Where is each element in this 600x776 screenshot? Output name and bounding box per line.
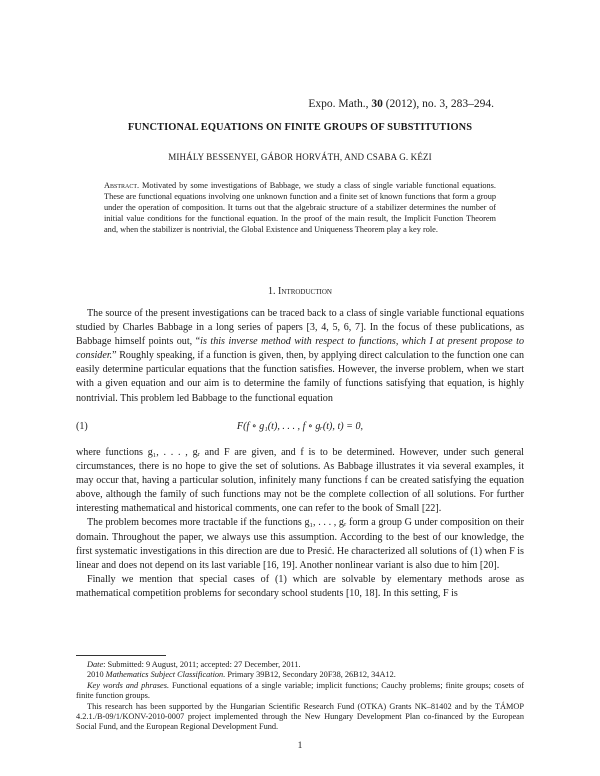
equation-1: [76, 421, 524, 435]
abstract-label: Abstract.: [104, 181, 140, 190]
keywords-text: Functional equations of a single variable; implicit functions; Cauchy problems; finite groups; cosets of finite function groups.: [76, 680, 524, 701]
section-title: Introduction: [278, 286, 332, 297]
date-text: : Submitted: 9 August, 2011; accepted: 27 December, 2011.: [103, 660, 301, 669]
footnotes: [76, 660, 524, 733]
journal-prefix: Expo. Math.,: [308, 98, 372, 110]
footnote-msc: [76, 670, 524, 680]
intro-paragraph-4: Finally we mention that special cases of (1) which are solvable by elementary methods arose as mathematical competition problems for secondary school students [10, 18]. In this setting, F is: [76, 573, 524, 599]
abstract-text: Motivated by some investigations of Babbage, we study a class of single variable functional equations. These are functional equations involving one unknown function and a finite set of known functions that form a group under the operation of composition. It turns out that the algebraic structure of a stabilizer determines the number of initial value conditions for the functional equation. In the proof of the main result, the Implicit Function Theorem and, when the stabilizer is nontrivial, the Global Existence and Uniqueness Theorem play a key role.: [104, 181, 496, 235]
intro-p1-part-b: ” Roughly speaking, if a function is given, then, by applying direct calculation to the function one can easily determine particular equations that the function satisfies. However, the inverse problem, when we start with a given equation and our aim is to determine the family of functions satisfying that equation, is highly nontrivial. This problem led Babbage to the functional equation: [76, 350, 524, 404]
intro-paragraph-2: where functions g₁, . . . , gᵣ and F are given, and f is to be determined. However, under such general circumstances, there is no hope to give the set of solutions. As Babbage illustrates it via several examples, it may occur that, having a particular solution, infinitely many functions f can be created satisfying the equation above, although the family of such functions may not be the complete collection of all solutions. For further interesting mathematical and historical comments, one can refer to the book of Small [22].: [76, 447, 524, 515]
footnote-keywords: [76, 681, 524, 702]
footnote-funding: This research has been supported by the Hungarian Scientific Research Fund (OTKA) Grants NK–81402 and by the TÁMOP 4.2.1./B-09/1/KONV-2010-0007 project implemented through the New Hungary Development Plan co-financed by the European Social Fund, and the European Regional Development Fund.: [76, 701, 524, 732]
journal-volume: 30: [371, 98, 383, 110]
intro-paragraph-1: [76, 307, 524, 406]
msc-label: Mathematics Subject Classification.: [105, 670, 226, 680]
section-number: 1.: [268, 286, 279, 297]
intro-p1-part-a: The source of the present investigations can be traced back to a class of single variable functional equations studied by Charles Babbage in a long series of papers [3, 4, 5, 6, 7]. In the focus of these publications, as Babbage himself points out, “: [76, 308, 524, 348]
equation-number: (1): [76, 421, 88, 432]
msc-prefix: 2010: [87, 670, 106, 680]
journal-reference: [308, 98, 494, 110]
babbage-quote: is this inverse method with respect to functions, which I at present propose to consider.: [76, 336, 524, 362]
journal-suffix: (2012), no. 3, 283–294.: [382, 98, 494, 110]
page-number: 1: [297, 741, 303, 751]
date-label: Date: [87, 660, 104, 669]
intro-paragraph-3: The problem becomes more tractable if the functions g₁, . . . , gᵣ form a group G under composition on their domain. Throughout the paper, we always use this assumption. According to the best of our knowledge, the first systematic investigations in this direction are due to Presić. He characterized all solutions of (1) when F is linear and does not depend on its last variable [16, 19]. Another nonlinear variant is also due to him [20].: [76, 517, 524, 571]
paper-title: FUNCTIONAL EQUATIONS ON FINITE GROUPS OF SUBSTITUTIONS: [127, 122, 473, 133]
equation-body: F(f ∘ g₁(t), . . . , f ∘ gᵣ(t), t) = 0,: [236, 421, 364, 432]
footnote-rule: [76, 655, 166, 656]
keywords-label: Key words and phrases.: [87, 680, 170, 690]
abstract: [104, 180, 496, 235]
msc-text: Primary 39B12, Secondary 20F38, 26B12, 34A12.: [225, 670, 396, 680]
intro-continuation: [76, 446, 524, 601]
section-heading: [0, 286, 600, 297]
paper-authors: MIHÁLY BESSENYEI, GÁBOR HORVÁTH, AND CSABA G. KÉZI: [168, 152, 432, 162]
footnote-date: [76, 660, 524, 670]
